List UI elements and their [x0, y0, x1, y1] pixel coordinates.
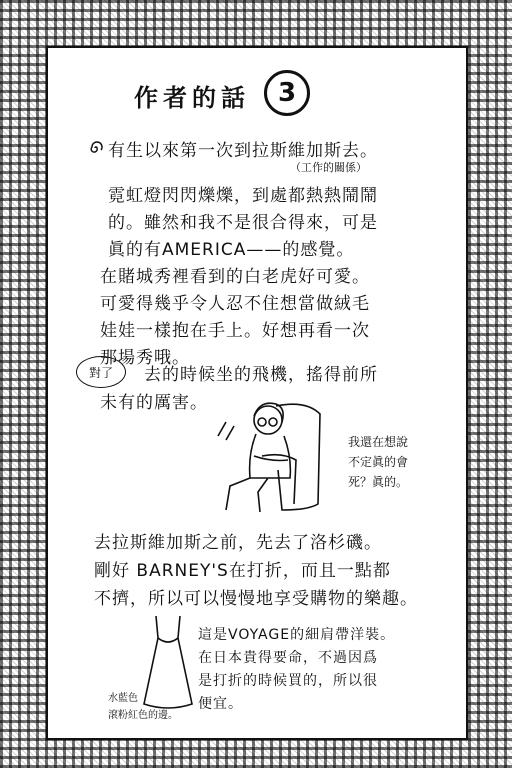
text-line: 剛好 BARNEY'S在打折，而且一點都 — [94, 561, 391, 581]
speech-bubble: 對了 — [76, 356, 126, 388]
text-line: 有生以來第一次到拉斯維加斯去。 — [108, 141, 378, 161]
text-line: 霓虹燈閃閃爍爍，到處都熱熱鬧鬧 — [108, 186, 378, 206]
side-note-line: 我還在想說 — [348, 435, 409, 449]
side-note-line: 死？眞的。 — [348, 475, 409, 489]
text-line: 去的時候坐的飛機，搖得前所 — [144, 365, 378, 385]
text-line: 不擠，所以可以慢慢地享受購物的樂趣。 — [94, 589, 418, 609]
dress-note-line: 滾粉紅色的邊。 — [108, 710, 178, 721]
text-line: 在賭城秀裡看到的白老虎好可愛。 — [100, 267, 370, 287]
title-number-circle: 3 — [264, 70, 310, 116]
side-note-line: 不定眞的會 — [348, 455, 409, 469]
text-line: 眞的有AMERICA——的感覺。 — [108, 240, 355, 260]
text-line: 娃娃一樣抱在手上。好想再看一次 — [100, 321, 370, 341]
note-work: （工作的關係） — [290, 161, 367, 174]
page-title: 作者的話 — [134, 84, 250, 112]
text-line: 未有的厲害。 — [100, 393, 208, 413]
dress-caption — [198, 624, 395, 716]
dress-note — [108, 690, 178, 724]
text-line: 可愛得幾乎令人忍不住想當做絨毛 — [100, 294, 370, 314]
text-line: 的。雖然和我不是很合得來，可是 — [108, 213, 378, 233]
dress-caption-line: 在日本貴得要命，不過因爲 — [198, 650, 378, 666]
spiral-bullet-icon — [88, 140, 104, 156]
dress-caption-line: 是打折的時候買的，所以很 — [198, 673, 378, 689]
text-line: 去拉斯維加斯之前，先去了洛杉磯。 — [94, 533, 382, 553]
side-note — [348, 432, 408, 492]
content-panel — [46, 46, 468, 740]
dress-note-line: 水藍色 — [108, 693, 138, 704]
dress-caption-line: 這是VOYAGE的細肩帶洋裝。 — [198, 627, 396, 643]
airplane-seat-illustration — [198, 386, 338, 516]
dress-caption-line: 便宜。 — [198, 696, 243, 712]
text-line: 那場秀哦。 — [100, 348, 190, 368]
